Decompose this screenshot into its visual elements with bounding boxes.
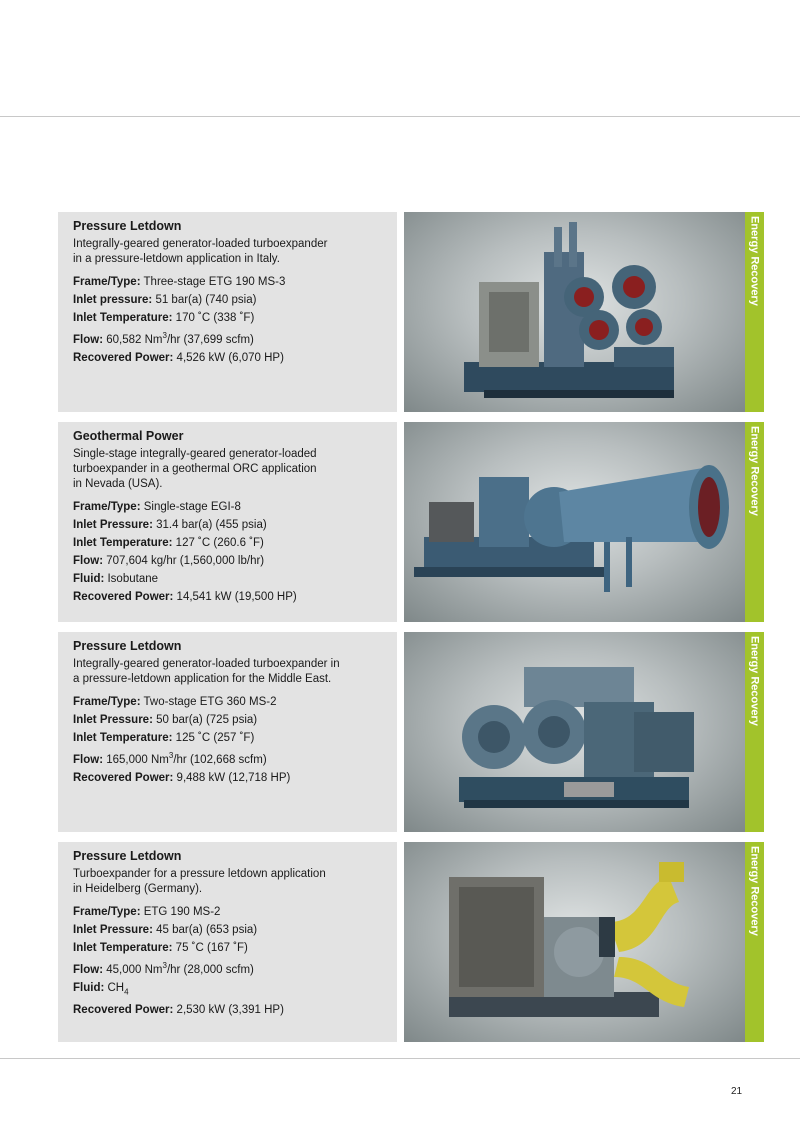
card-text-panel bbox=[58, 212, 397, 412]
spec-value: 127 ˚C (260.6 ˚F) bbox=[172, 537, 264, 549]
card-title: Pressure Letdown bbox=[73, 849, 182, 863]
spec-value: 707,604 kg/hr (1,560,000 lb/hr) bbox=[103, 555, 265, 567]
spec-label: Inlet Pressure: bbox=[73, 519, 153, 531]
spec-value: Single-stage EGI-8 bbox=[140, 501, 241, 513]
card-title: Pressure Letdown bbox=[73, 219, 182, 233]
project-card-middle-east bbox=[58, 632, 764, 832]
card-title: Geothermal Power bbox=[73, 429, 184, 443]
spec-label: Inlet Temperature: bbox=[73, 942, 173, 954]
card-text-panel bbox=[58, 842, 397, 1042]
spec-recovered-power bbox=[73, 1001, 387, 1019]
spec-label: Frame/Type: bbox=[73, 906, 141, 918]
spec-label: Recovered Power: bbox=[73, 771, 174, 784]
spec-label: Fluid: bbox=[73, 981, 105, 994]
card-text-panel bbox=[58, 632, 397, 832]
spec-label: Recovered Power: bbox=[73, 351, 174, 364]
spec-inlet-temperature bbox=[73, 534, 387, 552]
spec-label: Inlet Pressure: bbox=[73, 714, 153, 726]
spec-value: 60,582 Nm bbox=[103, 333, 163, 346]
spec-frame bbox=[73, 903, 387, 921]
spec-value: 45,000 Nm bbox=[103, 963, 163, 976]
spec-label: Fluid: bbox=[73, 573, 105, 585]
spec-label: Frame/Type: bbox=[73, 696, 141, 708]
card-description: Single-stage integrally-geared generator-loaded turboexpander in a geothermal ORC application in Nevada (USA). bbox=[73, 448, 317, 490]
spec-value: 125 ˚C (257 ˚F) bbox=[172, 732, 255, 744]
spec-subscript: 4 bbox=[124, 987, 129, 997]
card-description: Turboexpander for a pressure letdown application in Heidelberg (Germany). bbox=[73, 868, 326, 895]
spec-frame bbox=[73, 273, 387, 291]
spec-value: 170 ˚C (338 ˚F) bbox=[172, 312, 255, 324]
project-card-italy bbox=[58, 212, 764, 412]
bottom-rule bbox=[0, 1058, 800, 1059]
spec-superscript: 3 bbox=[162, 331, 167, 340]
spec-fluid bbox=[73, 570, 387, 588]
spec-recovered-power bbox=[73, 588, 387, 606]
spec-value: 9,488 kW (12,718 HP) bbox=[173, 771, 291, 784]
category-tab-label: Energy Recovery bbox=[748, 846, 761, 936]
spec-superscript: 3 bbox=[168, 751, 174, 760]
turboexpander-photo bbox=[404, 212, 745, 412]
spec-label: Inlet Pressure: bbox=[73, 924, 153, 936]
spec-value: Three-stage ETG 190 MS-3 bbox=[140, 276, 286, 288]
spec-label: Recovered Power: bbox=[73, 591, 174, 603]
page-number: 21 bbox=[731, 1086, 743, 1097]
spec-label: Inlet pressure: bbox=[73, 294, 153, 306]
spec-value: Two-stage ETG 360 MS-2 bbox=[140, 696, 277, 708]
spec-value: 45 bar(a) (653 psia) bbox=[152, 924, 258, 936]
category-tab bbox=[745, 632, 764, 832]
category-tab bbox=[745, 842, 764, 1042]
spec-fluid bbox=[73, 979, 387, 1001]
project-card-heidelberg bbox=[58, 842, 764, 1042]
turboexpander-photo bbox=[404, 632, 745, 832]
spec-inlet-temperature bbox=[73, 309, 387, 327]
spec-label: Flow: bbox=[73, 333, 104, 346]
spec-inlet-pressure bbox=[73, 921, 387, 939]
spec-flow bbox=[73, 747, 387, 769]
spec-value: ETG 190 MS-2 bbox=[140, 906, 221, 918]
category-tab bbox=[745, 212, 764, 412]
spec-label: Inlet Temperature: bbox=[73, 537, 173, 549]
card-description: Integrally-geared generator-loaded turboexpander in a pressure-letdown application in Italy. bbox=[73, 238, 328, 265]
category-tab bbox=[745, 422, 764, 622]
spec-value: 51 bar(a) (740 psia) bbox=[152, 294, 257, 306]
spec-inlet-pressure bbox=[73, 516, 387, 534]
geothermal-expander-photo bbox=[404, 422, 745, 622]
spec-flow bbox=[73, 957, 387, 979]
spec-inlet-pressure bbox=[73, 711, 387, 729]
spec-value: 75 ˚C (167 ˚F) bbox=[172, 942, 248, 954]
category-tab-label: Energy Recovery bbox=[748, 426, 761, 516]
spec-label: Flow: bbox=[73, 963, 104, 976]
spec-value: 4,526 kW (6,070 HP) bbox=[173, 351, 284, 364]
card-title: Pressure Letdown bbox=[73, 639, 182, 653]
spec-value: /hr (37,699 scfm) bbox=[166, 333, 254, 346]
spec-label: Frame/Type: bbox=[73, 501, 141, 513]
category-tab-label: Energy Recovery bbox=[748, 636, 761, 726]
project-card-nevada bbox=[58, 422, 764, 622]
spec-label: Frame/Type: bbox=[73, 276, 141, 288]
spec-inlet-temperature bbox=[73, 939, 387, 957]
spec-inlet-temperature bbox=[73, 729, 387, 747]
spec-recovered-power bbox=[73, 769, 387, 787]
spec-flow bbox=[73, 327, 387, 349]
spec-flow bbox=[73, 552, 387, 570]
spec-value: Isobutane bbox=[104, 573, 159, 585]
spec-value: 14,541 kW (19,500 HP) bbox=[173, 591, 297, 603]
spec-inlet-pressure bbox=[73, 291, 387, 309]
spec-value: CH bbox=[104, 981, 125, 994]
card-text-panel bbox=[58, 422, 397, 622]
top-rule bbox=[0, 116, 800, 117]
spec-value: /hr (28,000 scfm) bbox=[166, 963, 254, 976]
card-description: Integrally-geared generator-loaded turboexpander in a pressure-letdown application for the Middle East. bbox=[73, 658, 340, 685]
spec-recovered-power bbox=[73, 349, 387, 367]
spec-label: Flow: bbox=[73, 555, 104, 567]
spec-label: Inlet Temperature: bbox=[73, 312, 173, 324]
spec-frame bbox=[73, 693, 387, 711]
spec-value: /hr (102,668 scfm) bbox=[173, 753, 267, 766]
spec-value: 50 bar(a) (725 psia) bbox=[152, 714, 258, 726]
spec-label: Inlet Temperature: bbox=[73, 732, 173, 744]
spec-value: 31.4 bar(a) (455 psia) bbox=[152, 519, 267, 531]
spec-label: Recovered Power: bbox=[73, 1004, 174, 1017]
spec-value: 2,530 kW (3,391 HP) bbox=[173, 1004, 284, 1017]
spec-frame bbox=[73, 498, 387, 516]
turboexpander-photo bbox=[404, 842, 745, 1042]
spec-value: 165,000 Nm bbox=[103, 753, 169, 766]
category-tab-label: Energy Recovery bbox=[748, 216, 761, 306]
spec-label: Flow: bbox=[73, 753, 104, 766]
spec-superscript: 3 bbox=[162, 961, 167, 970]
